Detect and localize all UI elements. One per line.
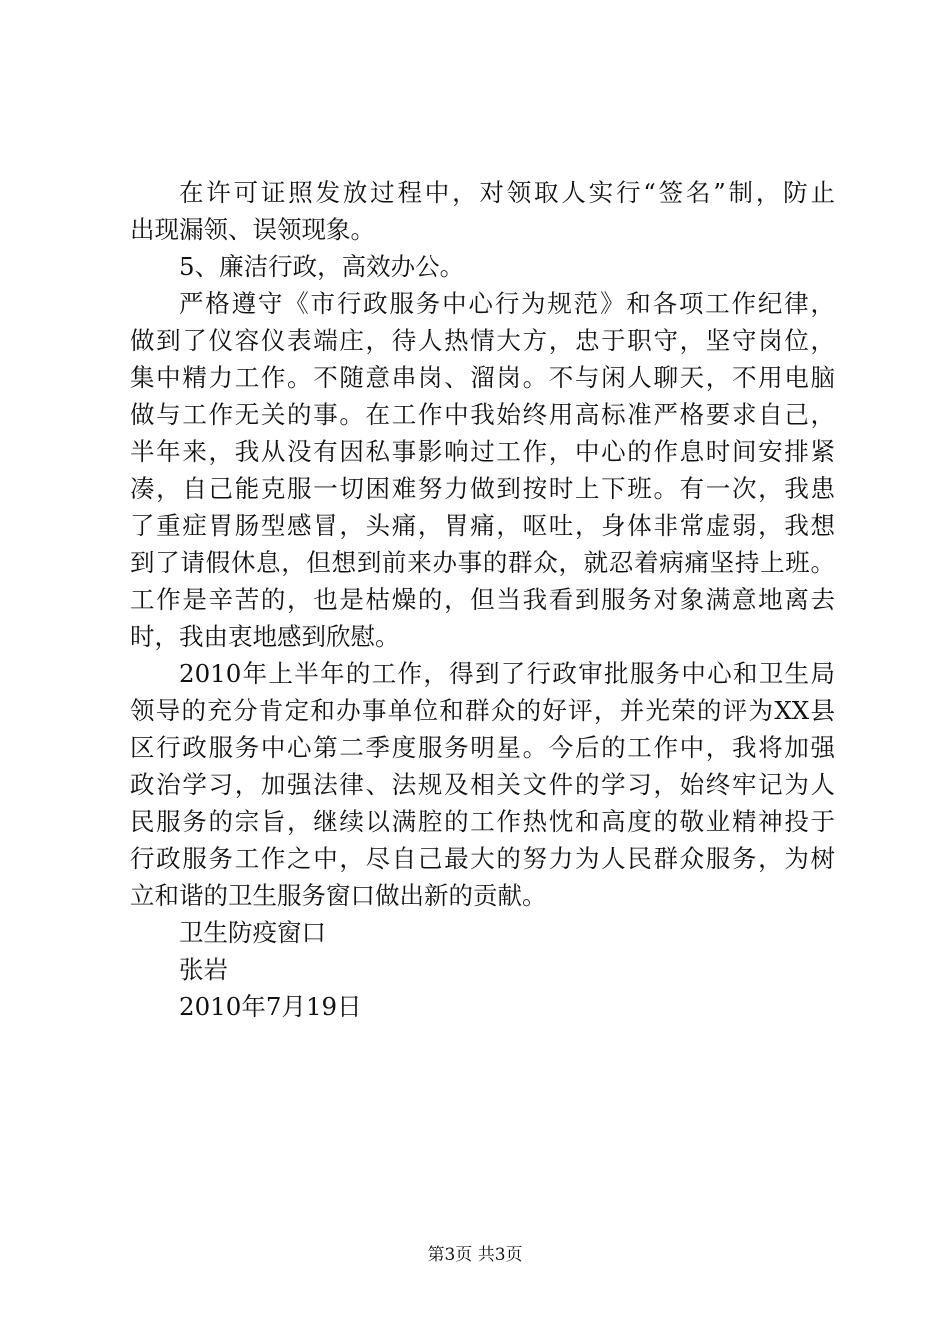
paragraph-line: 到了请假休息，但想到前来办事的群众，就忍着病痛坚持上班。 [130,548,835,577]
signature-name: 张岩 [179,955,228,984]
paragraph-line: 政治学习，加强法律、法规及相关文件的学习，始终牢记为人 [130,770,835,799]
paragraph-line: 立和谐的卫生服务窗口做出新的贡献。 [130,881,547,910]
paragraph-line: 工作是辛苦的，也是枯燥的，但当我看到服务对象满意地离去 [130,585,835,614]
paragraph-line: 民服务的宗旨，继续以满腔的工作热忱和高度的敬业精神投于 [130,807,835,836]
paragraph-line: 集中精力工作。不随意串岗、溜岗。不与闲人聊天，不用电脑 [130,363,835,392]
paragraph-line: 出现漏领、误领现象。 [130,215,375,244]
paragraph-line: 做到了仪容仪表端庄，待人热情大方，忠于职守，坚守岗位， [130,326,835,355]
section-heading: 5、廉洁行政，高效办公。 [179,252,465,281]
signature-date: 2010年7月19日 [179,992,362,1021]
page-number-footer: 第3页 共3页 [427,1245,523,1265]
paragraph-line: 做与工作无关的事。在工作中我始终用高标准严格要求自己， [130,400,835,429]
document-body [130,174,835,1025]
paragraph-line: 凑，自己能克服一切困难努力做到按时上下班。有一次，我患 [130,474,835,503]
paragraph-line: 时，我由衷地感到欣慰。 [130,622,400,651]
paragraph-line: 2010年上半年的工作，得到了行政审批服务中心和卫生局 [179,659,835,688]
paragraph-line: 行政服务工作之中，尽自己最大的努力为人民群众服务，为树 [130,844,835,873]
signature-department: 卫生防疫窗口 [179,918,326,947]
paragraph-line: 了重症胃肠型感冒，头痛，胃痛，呕吐，身体非常虚弱，我想 [130,511,835,540]
paragraph-line: 领导的充分肯定和办事单位和群众的好评，并光荣的评为XX县 [130,696,835,725]
paragraph-line: 在许可证照发放过程中，对领取人实行“签名”制，防止 [179,178,835,207]
paragraph-line: 严格遵守《市行政服务中心行为规范》和各项工作纪律， [179,289,835,318]
paragraph-line: 半年来，我从没有因私事影响过工作，中心的作息时间安排紧 [130,437,835,466]
paragraph-line: 区行政服务中心第二季度服务明星。今后的工作中，我将加强 [130,733,835,762]
